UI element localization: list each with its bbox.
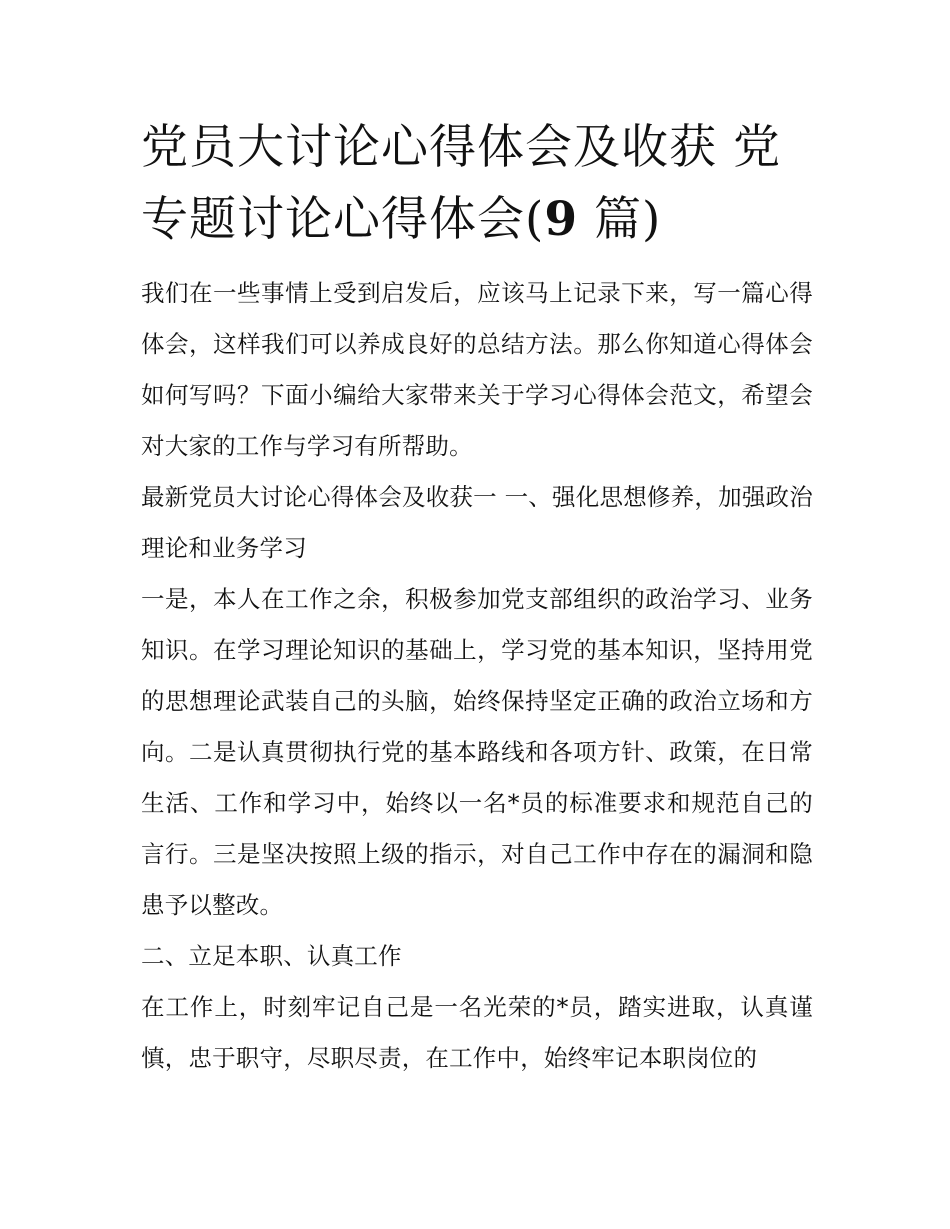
section-heading-2: 二、立足本职、认真工作 [141, 942, 402, 970]
section-heading-1: 最新党员大讨论心得体会及收获一 一、强化思想修养，加强政治理论和业务学习 [141, 483, 813, 562]
document-content [141, 112, 813, 1084]
body-paragraph-1: 一是，本人在工作之余，积极参加党支部组织的政治学习、业务知识。在学习理论知识的基础上，学习党的基本知识，坚持用党的思想理论武装自己的头脑，始终保持坚定正确的政治立场和方向。二是认真贯彻执行党的基本路线和各项方针、政策，在日常生活、工作和学习中，始终以一名*员的标准要求和规范自己的言行。三是坚决按照上级的指示，对自己工作中存在的漏洞和隐患予以整改。 [141, 585, 813, 919]
title-text-part1: 党员大讨论心得体会及收获 党专题讨论心得体会( [141, 120, 781, 247]
title-text-part2: 篇) [578, 192, 662, 247]
body-paragraph-2: 在工作上，时刻牢记自己是一名光荣的*员，踏实进取，认真谨慎，忠于职守，尽职尽责，在工作中，始终牢记本职岗位的 [141, 993, 813, 1072]
document-title [141, 112, 813, 256]
title-number: 9 [544, 192, 579, 247]
intro-paragraph: 我们在一些事情上受到启发后，应该马上记录下来，写一篇心得体会，这样我们可以养成良好的总结方法。那么你知道心得体会如何写吗？下面小编给大家带来关于学习心得体会范文，希望会对大家的工作与学习有所帮助。 [141, 279, 813, 460]
document-body [141, 268, 813, 1084]
